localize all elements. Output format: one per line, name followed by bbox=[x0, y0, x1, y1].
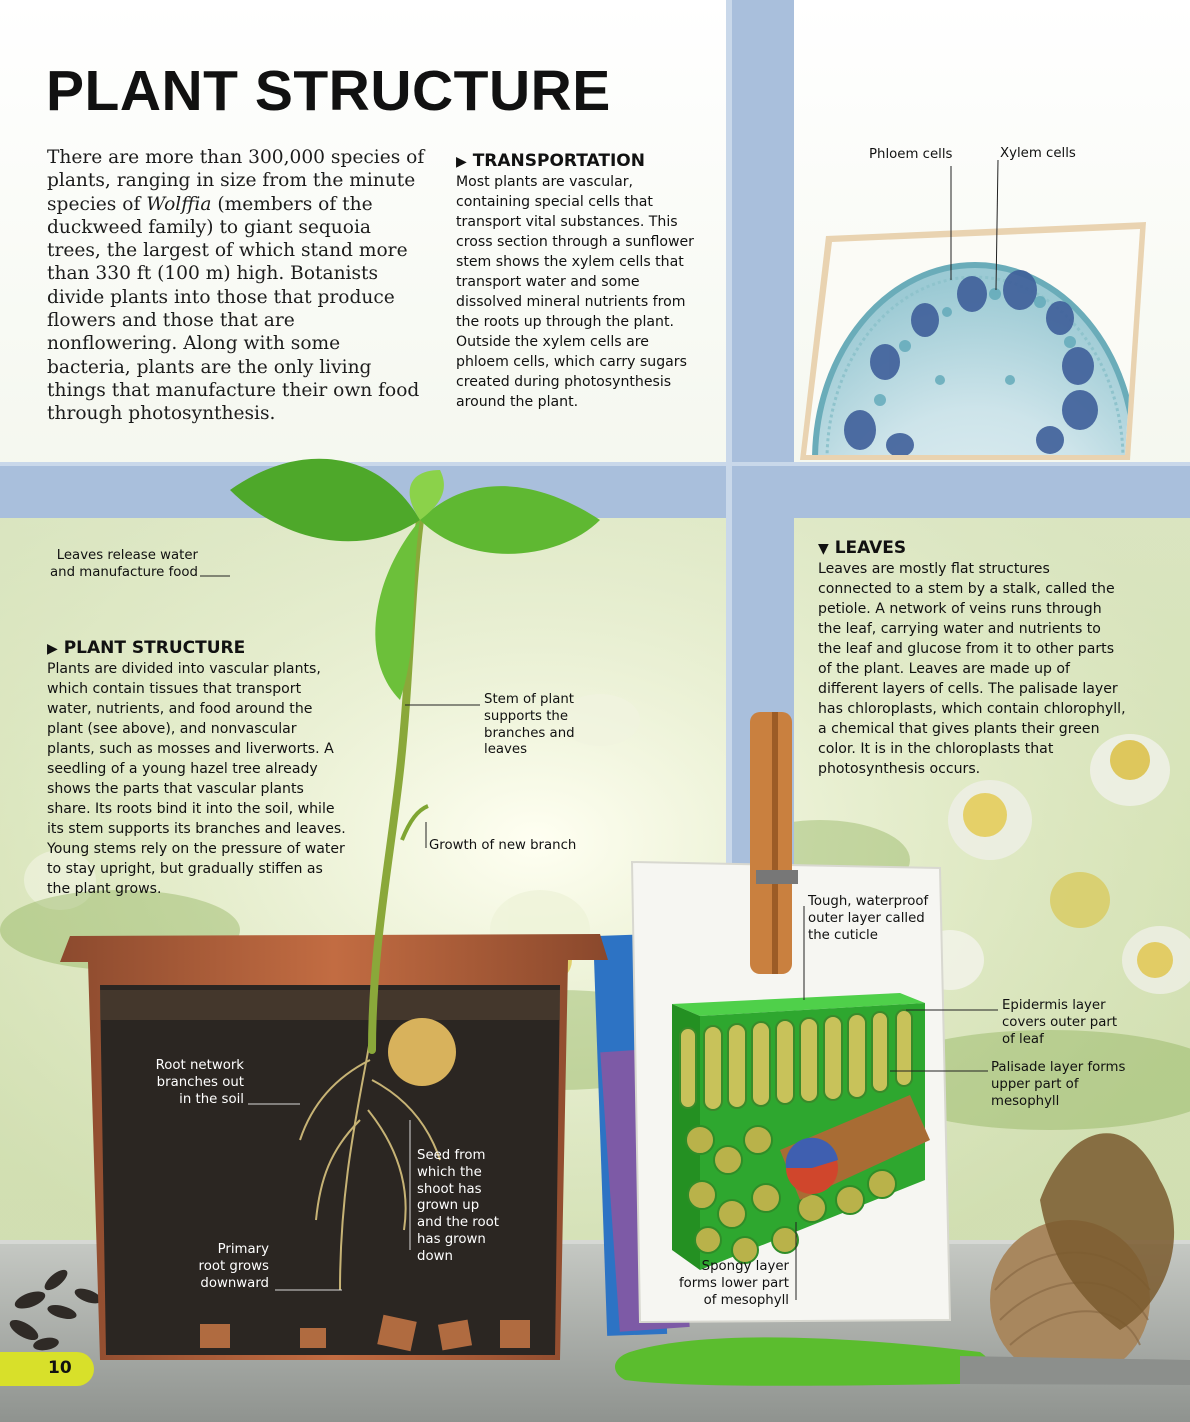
label-root-network: Root network branches out in the soil bbox=[155, 1058, 244, 1107]
page-title: PLANT STRUCTURE bbox=[46, 59, 611, 123]
page-number: 10 bbox=[48, 1358, 72, 1378]
label-new-branch: Growth of new branch bbox=[429, 838, 577, 853]
triangle-down-icon: ▼ bbox=[818, 541, 829, 557]
transportation-section bbox=[456, 151, 701, 412]
triangle-right-icon: ▶ bbox=[47, 641, 58, 657]
transportation-body: Most plants are vascular, containing special cells that transport vital substances. This cross section through a sunflower stem shows the xylem cells that transport water and some dissolved mineral nutrients from the roots up through the plant. Outside the xylem cells are phloem cells, which carry sugars created during photosynthesis around the plant. bbox=[456, 174, 694, 410]
label-spongy: Spongy layer forms lower part of mesophyll bbox=[678, 1259, 789, 1308]
label-xylem-cells: Xylem cells bbox=[1000, 146, 1076, 161]
leaves-body: Leaves are mostly flat structures connected to a stem by a stalk, called the petiole. A network of veins runs through the leaf, carrying water and nutrients to the leaf and glucose from it to other parts of the plant. Leaves are made up of different layers of cells. The palisade layer has chloroplasts, which contain chlorophyll, a chemical that gives plants their green color. It is in the chloroplasts that photosynthesis occurs. bbox=[818, 561, 1126, 777]
plant-structure-body: Plants are divided into vascular plants, which contain tissues that transport water, nutrients, and food around the plant (see above), and nonvascular plants, such as mosses and liverworts. A seedling of a young hazel tree already shows the parts that vascular plants share. Its roots bind it into the soil, while its stem supports its branches and leaves. Young stems rely on the pressure of water to stay upright, but gradually stiffen as the plant grows. bbox=[47, 661, 346, 897]
label-seed: Seed from which the shoot has grown up and the root has grown down bbox=[417, 1148, 499, 1264]
page-number-tab bbox=[0, 1352, 94, 1386]
intro-species-italic: Wolffia bbox=[146, 193, 212, 215]
triangle-right-icon: ▶ bbox=[456, 154, 467, 170]
transportation-heading: ▶ TRANSPORTATION bbox=[456, 151, 645, 171]
leaves-heading: ▼ LEAVES bbox=[818, 538, 907, 558]
label-phloem-cells: Phloem cells bbox=[869, 147, 953, 162]
leaves-section bbox=[818, 538, 1128, 779]
plant-structure-heading: ▶ PLANT STRUCTURE bbox=[47, 638, 246, 658]
label-epidermis: Epidermis layer covers outer part of leaf bbox=[1002, 998, 1118, 1047]
label-primary-root: Primary root grows downward bbox=[198, 1242, 269, 1291]
label-stem: Stem of plant supports the branches and leaves bbox=[484, 692, 575, 758]
label-leaves-release: Leaves release water and manufacture food bbox=[50, 548, 198, 580]
label-palisade: Palisade layer forms upper part of mesophyll bbox=[991, 1060, 1126, 1109]
intro-paragraph: There are more than 300,000 species of plants, ranging in size from the minute species of Wolffia (members of the duckweed family) to giant sequoia trees, the largest of which stand more than 330 ft (100 m) high. Botanists divide plants into those that produce flowers and those that are nonflowering. Along with some bacteria, plants are the only living things that manufacture their own food through photosynthesis. bbox=[47, 147, 425, 425]
plant-structure-section bbox=[47, 638, 347, 899]
label-cuticle: Tough, waterproof outer layer called the cuticle bbox=[808, 894, 929, 943]
